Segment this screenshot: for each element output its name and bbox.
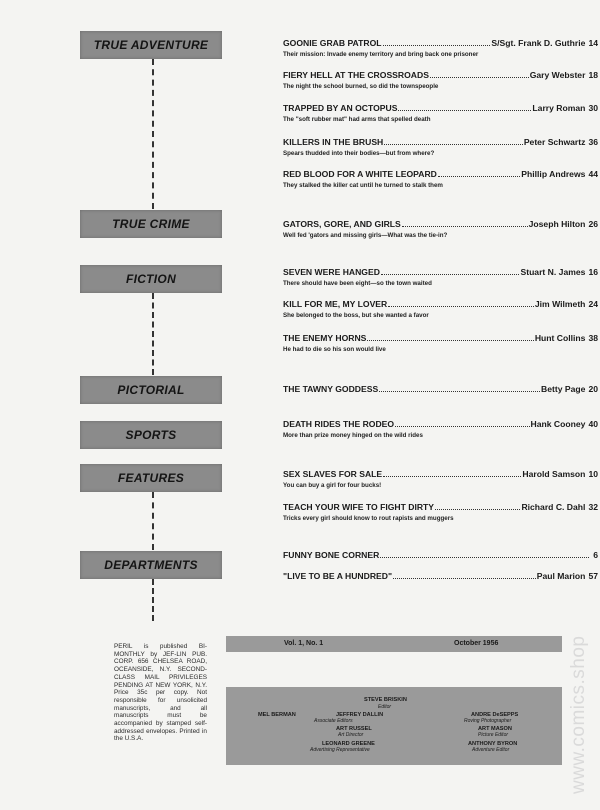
entry-title: SEVEN WERE HANGED bbox=[283, 267, 380, 277]
entry-author: Gary Webster bbox=[529, 70, 586, 80]
connector-line bbox=[152, 492, 154, 550]
connector-line bbox=[152, 579, 154, 621]
leader-dots bbox=[384, 144, 523, 145]
entry-description: He had to die so his son would live bbox=[283, 346, 386, 353]
entry-page: 32 bbox=[588, 502, 598, 512]
entry-author: Paul Marion bbox=[536, 571, 586, 581]
leader-dots bbox=[379, 391, 540, 392]
toc-entry[interactable] bbox=[283, 169, 598, 189]
entry-page: 18 bbox=[588, 70, 598, 80]
entry-author: Larry Roman bbox=[532, 103, 586, 113]
entry-page: 36 bbox=[588, 137, 598, 147]
entry-page: 6 bbox=[593, 550, 598, 560]
entry-page: 26 bbox=[588, 219, 598, 229]
entry-description: Their mission: Invade enemy territory and bring back one prisoner bbox=[283, 51, 479, 58]
leader-dots bbox=[435, 509, 520, 510]
entry-author: Hank Cooney bbox=[530, 419, 586, 429]
toc-entry[interactable] bbox=[283, 137, 598, 157]
leader-dots bbox=[381, 274, 520, 275]
entry-page: 14 bbox=[588, 38, 598, 48]
staff-name: LEONARD GREENE bbox=[322, 741, 375, 747]
leader-dots bbox=[388, 306, 534, 307]
staff-role: Advertising Representative bbox=[310, 747, 370, 753]
staff-role: Editor bbox=[378, 704, 392, 710]
entry-title: THE TAWNY GODDESS bbox=[283, 384, 379, 394]
entry-title: KILLERS IN THE BRUSH bbox=[283, 137, 384, 147]
entry-description: Spears thudded into their bodies—but from where? bbox=[283, 150, 435, 157]
entry-description: The night the school burned, so did the townspeople bbox=[283, 83, 439, 90]
entry-title: TRAPPED BY AN OCTOPUS bbox=[283, 103, 398, 113]
leader-dots bbox=[438, 176, 520, 177]
leader-dots bbox=[367, 340, 533, 341]
toc-entry[interactable] bbox=[283, 70, 598, 90]
entry-title: GOONIE GRAB PATROL bbox=[283, 38, 382, 48]
category-sports: SPORTS bbox=[80, 421, 222, 449]
category-pictorial: PICTORIAL bbox=[80, 376, 222, 404]
entry-description: They stalked the killer cat until he turned to stalk them bbox=[283, 182, 443, 189]
entry-author: Betty Page bbox=[541, 384, 586, 394]
entry-description: The "soft rubber mat" had arms that spelled death bbox=[283, 116, 431, 123]
entry-page: 44 bbox=[588, 169, 598, 179]
watermark: www.comics.shop bbox=[568, 635, 589, 794]
issue-volume: Vol. 1, No. 1 bbox=[284, 640, 324, 647]
entry-title: KILL FOR ME, MY LOVER bbox=[283, 299, 388, 309]
toc-entry[interactable] bbox=[283, 384, 598, 394]
category-departments: DEPARTMENTS bbox=[80, 551, 222, 579]
toc-entry[interactable] bbox=[283, 103, 598, 123]
entry-title: DEATH RIDES THE RODEO bbox=[283, 419, 395, 429]
issue-date: October 1956 bbox=[454, 640, 499, 647]
connector-line bbox=[152, 59, 154, 209]
entry-page: 40 bbox=[588, 419, 598, 429]
category-true-adventure: TRUE ADVENTURE bbox=[80, 31, 222, 59]
staff-name: ART RUSSEL bbox=[336, 726, 372, 732]
issue-bar bbox=[226, 636, 562, 652]
leader-dots bbox=[393, 578, 536, 579]
entry-description: Tricks every girl should know to rout rapists and muggers bbox=[283, 515, 454, 522]
leader-dots bbox=[383, 45, 491, 46]
connector-line bbox=[152, 293, 154, 375]
publication-notice: PERIL is published BI-MONTHLY by JEF-LIN PUB. CORP. 656 CHELSEA ROAD, OCEANSIDE, N.Y. SECOND-CLASS MAIL PRIVILEGES PENDING AT NEW YORK, N.Y. Price 35c per copy. Not responsible for unsolicited manuscripts, and all manuscripts must be accompanied by stamped self-addressed envelopes. Printed in the U.S.A. bbox=[114, 643, 207, 743]
entry-page: 38 bbox=[588, 333, 598, 343]
entry-author: S/Sgt. Frank D. Guthrie bbox=[491, 38, 586, 48]
staff-role: Adventure Editor bbox=[472, 747, 510, 753]
staff-box bbox=[226, 687, 562, 765]
entry-author: Jim Wilmeth bbox=[534, 299, 586, 309]
toc-entry[interactable] bbox=[283, 550, 598, 560]
entry-author: Stuart N. James bbox=[520, 267, 586, 277]
entry-page: 24 bbox=[588, 299, 598, 309]
leader-dots bbox=[380, 557, 589, 558]
entry-description: More than prize money hinged on the wild rides bbox=[283, 432, 423, 439]
entry-author: Hunt Collins bbox=[534, 333, 586, 343]
toc-entry[interactable] bbox=[283, 469, 598, 489]
entry-description: She belonged to the boss, but she wanted a favor bbox=[283, 312, 429, 319]
entry-description: There should have been eight—so the town waited bbox=[283, 280, 432, 287]
staff-name: ANDRE DeSEPPS bbox=[471, 712, 519, 718]
category-fiction: FICTION bbox=[80, 265, 222, 293]
entry-page: 20 bbox=[588, 384, 598, 394]
entry-page: 16 bbox=[588, 267, 598, 277]
category-true-crime: TRUE CRIME bbox=[80, 210, 222, 238]
staff-role: Associate Editors bbox=[314, 718, 353, 724]
entry-author: Joseph Hilton bbox=[528, 219, 586, 229]
toc-entry[interactable] bbox=[283, 571, 598, 581]
leader-dots bbox=[430, 77, 529, 78]
entry-title: FIERY HELL AT THE CROSSROADS bbox=[283, 70, 429, 80]
toc-entry[interactable] bbox=[283, 419, 598, 439]
leader-dots bbox=[395, 426, 529, 427]
entry-title: "LIVE TO BE A HUNDRED" bbox=[283, 571, 393, 581]
entry-page: 10 bbox=[588, 469, 598, 479]
entry-title: THE ENEMY HORNS bbox=[283, 333, 367, 343]
toc-entry[interactable] bbox=[283, 267, 598, 287]
staff-name: ANTHONY BYRON bbox=[468, 741, 518, 747]
entry-author: Peter Schwartz bbox=[523, 137, 586, 147]
entry-author: Phillip Andrews bbox=[521, 169, 586, 179]
entry-title: SEX SLAVES FOR SALE bbox=[283, 469, 383, 479]
toc-entry[interactable] bbox=[283, 38, 598, 58]
entry-page: 30 bbox=[588, 103, 598, 113]
entry-title: GATORS, GORE, AND GIRLS bbox=[283, 219, 401, 229]
toc-entry[interactable] bbox=[283, 219, 598, 239]
entry-author: Richard C. Dahl bbox=[521, 502, 586, 512]
toc-entry[interactable] bbox=[283, 502, 598, 522]
toc-entry[interactable] bbox=[283, 299, 598, 319]
entry-title: RED BLOOD FOR A WHITE LEOPARD bbox=[283, 169, 437, 179]
leader-dots bbox=[402, 226, 528, 227]
staff-role: Roving Photographer bbox=[464, 718, 512, 724]
leader-dots bbox=[383, 476, 521, 477]
staff-name: MEL BERMAN bbox=[258, 712, 296, 718]
category-features: FEATURES bbox=[80, 464, 222, 492]
entry-page: 57 bbox=[588, 571, 598, 581]
staff-name: ART MASON bbox=[478, 726, 512, 732]
entry-title: FUNNY BONE CORNER bbox=[283, 550, 380, 560]
staff-role: Picture Editor bbox=[478, 732, 509, 738]
entry-title: TEACH YOUR WIFE TO FIGHT DIRTY bbox=[283, 502, 435, 512]
entry-author: Harold Samson bbox=[522, 469, 586, 479]
entry-description: Well fed 'gators and missing girls—What was the tie-in? bbox=[283, 232, 448, 239]
toc-entry[interactable] bbox=[283, 333, 598, 353]
staff-name: STEVE BRISKIN bbox=[364, 697, 407, 703]
staff-name: JEFFREY DALLIN bbox=[336, 712, 384, 718]
leader-dots bbox=[398, 110, 531, 111]
entry-description: You can buy a girl for four bucks! bbox=[283, 482, 382, 489]
staff-role: Art Director bbox=[338, 732, 364, 738]
